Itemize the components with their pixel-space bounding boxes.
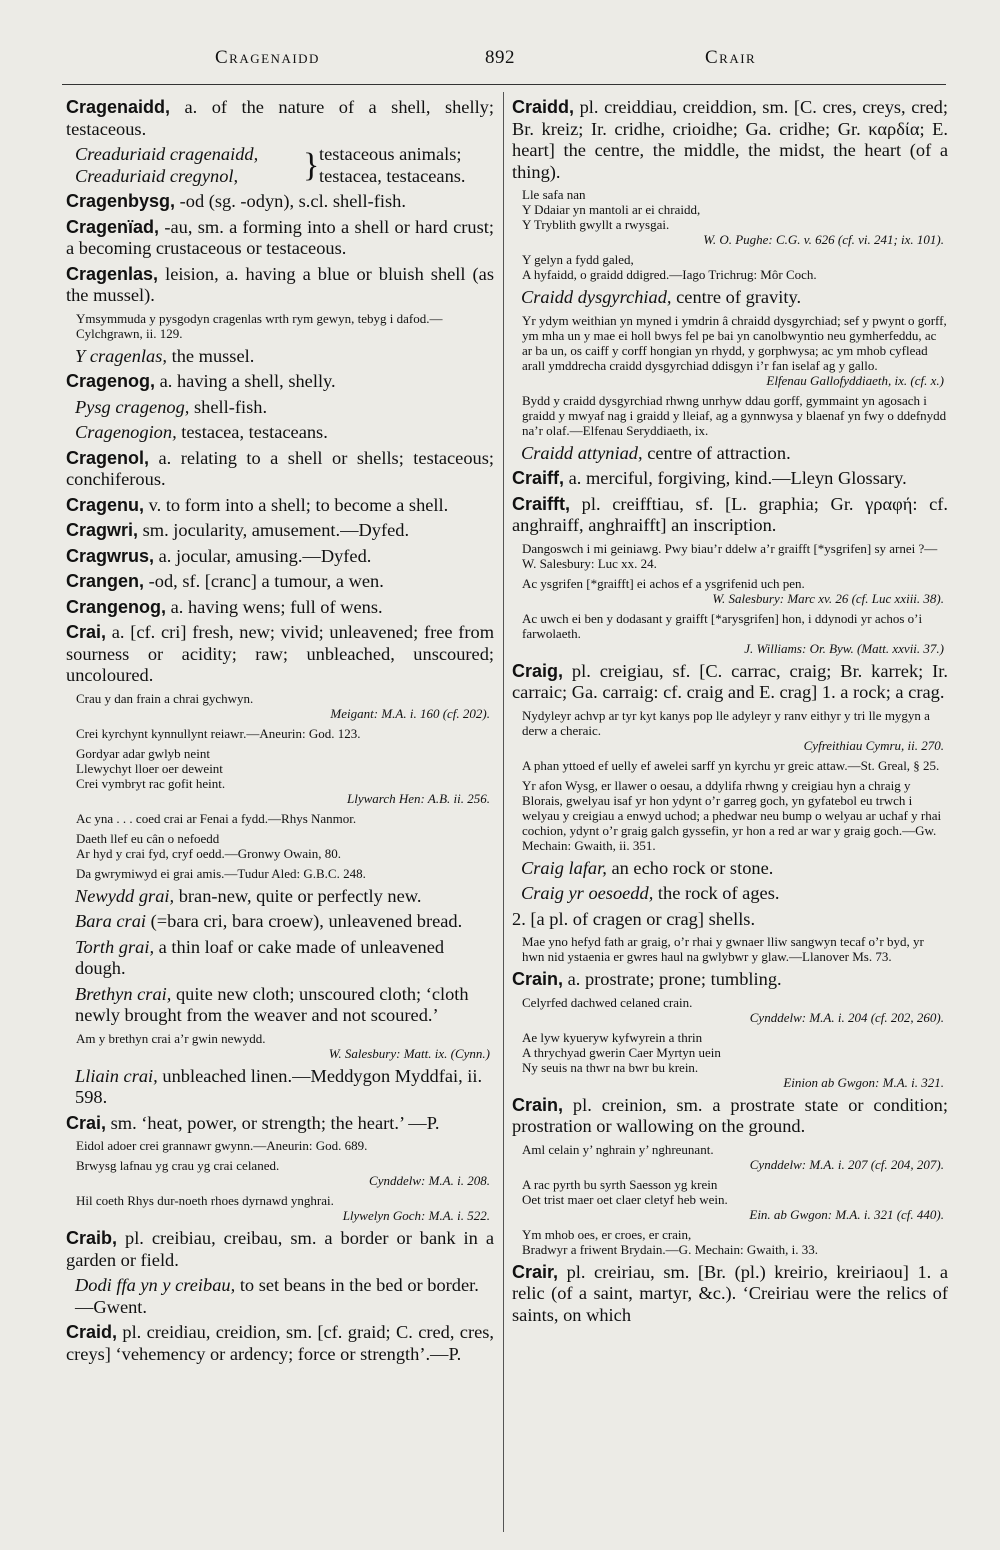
citation-line: Ar hyd y crai fyd, cryf oedd.—Gronwy Owain, 80. xyxy=(76,845,341,861)
sub-entry xyxy=(512,287,948,309)
citation xyxy=(522,252,948,282)
dictionary-entry xyxy=(66,571,494,593)
headword: Cragenlas, xyxy=(66,263,159,284)
citation-line: Celyrfed dachwed celaned crain. xyxy=(522,994,693,1010)
headword: Cragenu, xyxy=(66,494,145,515)
headword: Cragenïad, xyxy=(66,216,160,237)
dictionary-entry xyxy=(512,97,948,183)
headword: Craid, xyxy=(66,1322,118,1342)
citation xyxy=(76,311,494,341)
citation-line: Bydd y craidd dysgyrchiad rhwng unrhyw ddau gorff, gymmaint yn agosach i graidd y mwyaf nag i graidd y lleiaf, ag a gynnwysa y blaenaf yn fwy o ddefnydd na’r olaf.—Elfenau Seryddiaeth, ix. xyxy=(522,392,947,438)
dictionary-entry xyxy=(66,520,494,542)
sub-entry xyxy=(512,443,948,465)
citation xyxy=(522,708,948,753)
dictionary-entry xyxy=(512,468,948,490)
definition: pl. creigiau, sf. [C. carrac, craig; Br. karrek; Ir. carraic; Ga. carraig: cf. craig and E. crag] 1. a rock; a crag. xyxy=(512,660,948,702)
citation xyxy=(522,393,948,438)
citation-line: Eidol adoer crei grannawr gwynn.—Aneurin: God. 689. xyxy=(76,1138,368,1153)
citation-line: A rac pyrth bu syrth Saesson yg krein xyxy=(522,1176,718,1192)
sub-phrase: Y cragenlas, xyxy=(75,345,167,366)
citation-source: Einion ab Gwgon: M.A. i. 321. xyxy=(783,1074,944,1090)
citation-line: A thrychyad gwerin Caer Myrtyn uein xyxy=(522,1044,721,1060)
definition: -au, sm. a forming into a shell or hard crust; a becoming crustaceous or testaceous. xyxy=(66,216,494,258)
header-last-word: Crair xyxy=(705,47,757,68)
citation-source: Cynddelw: M.A. i. 204 (cf. 202, 260). xyxy=(749,1009,944,1025)
sub-definition: an echo rock or stone. xyxy=(611,857,774,878)
citation-line: A phan yttoed ef uelly ef awelei sarff yn kyrchu yr greic attaw.—St. Greal, § 25. xyxy=(522,757,940,773)
citation-line: Da gwrymiwyd ei grai amis.—Tudur Aled: G.B.C. 248. xyxy=(76,865,366,881)
sub-definition: shell-fish. xyxy=(194,396,268,417)
definition: leision, a. having a blue or bluish shell (as the mussel). xyxy=(66,263,494,305)
definition: pl. creidiau, creidion, sm. [cf. graid; C. cred, cres, creys] ‘vehemency or ardency; force or strength’.—P. xyxy=(66,1322,494,1364)
sub-definition: a thin loaf or cake made of unleavened dough. xyxy=(75,936,445,978)
citation-line: Lle safa nan xyxy=(522,187,586,202)
dictionary-entry xyxy=(66,495,494,517)
brace-group xyxy=(66,144,494,187)
definition: a. jocular, amusing.—Dyfed. xyxy=(158,545,372,566)
citation-line: Mae yno hefyd fath ar graig, o’r rhai y gwnaer lliw sangwyn tecaf o’r byd, yr hwn nid ystaenia er gwres haul na gwlybwr y glaw.—Llanover Ms. 73. xyxy=(522,934,924,964)
headword: Cragwrus, xyxy=(66,545,155,566)
citation-source: Meigant: M.A. i. 160 (cf. 202). xyxy=(330,705,490,721)
sub-phrase: Bara crai xyxy=(75,911,147,931)
citation xyxy=(76,1138,494,1153)
dictionary-entry xyxy=(66,264,494,307)
dictionary-entry xyxy=(66,597,494,619)
dictionary-entry xyxy=(512,969,948,991)
sub-entry xyxy=(66,1275,494,1318)
sub-entry xyxy=(512,858,948,880)
definition: a. merciful, forgiving, kind.—Lleyn Glossary. xyxy=(568,468,907,488)
sub-entry xyxy=(66,1066,494,1109)
sub-definition: the rock of ages. xyxy=(657,883,780,903)
definition: pl. creifftiau, sf. [L. graphia; Gr. γραφή: cf. anghraiff, anghraifft] an inscription. xyxy=(512,493,948,535)
headword: Crain, xyxy=(512,1094,564,1115)
citation-line: Llewychyt lloer oer deweint xyxy=(76,760,223,776)
header-rule xyxy=(62,84,946,85)
brace-phrases xyxy=(75,144,303,187)
definition: a. having a shell, shelly. xyxy=(159,371,336,391)
dictionary-entry xyxy=(66,97,494,140)
headword: Cragenol, xyxy=(66,447,150,468)
citation-line: Crei kyrchynt kynnullynt reiawr.—Aneurin: God. 123. xyxy=(76,725,361,741)
citation-line: Ac yna . . . coed crai ar Fenai a fydd.—Rhys Nanmor. xyxy=(76,810,357,826)
sub-phrase: Newydd grai, xyxy=(75,885,175,906)
citation-line: Oet trist maer oet claer cletyf heb wein. xyxy=(522,1191,728,1207)
citation-line: Ymsymmuda y pysgodyn cragenlas wrth rym gewyn, tebyg i dafod.—Cylchgrawn, ii. 129. xyxy=(76,310,443,341)
citation-line: Ny seuis na thwr na bwr bu krein. xyxy=(522,1059,699,1075)
citation xyxy=(76,746,494,806)
citation-source: W. O. Pughe: C.G. v. 626 (cf. vi. 241; ix. 101). xyxy=(703,232,944,247)
citation-line: Bradwyr a friwent Brydain.—G. Mechain: Gwaith, i. 33. xyxy=(522,1241,819,1257)
citation-line: Ae lyw kyueryw kyfwyrein a thrin xyxy=(522,1029,703,1045)
citation xyxy=(522,778,948,853)
headword: Crair, xyxy=(512,1261,559,1282)
sub-phrase: Pysg cragenog, xyxy=(75,396,190,417)
sub-definition: to set beans in the bed or border.—Gwent. xyxy=(75,1275,479,1317)
dictionary-entry xyxy=(66,448,494,491)
citation-line: Gordyar adar gwlyb neint xyxy=(76,745,210,761)
citation-line: A hyfaidd, o graidd ddigred.—Iago Trichrug: Môr Coch. xyxy=(522,267,817,282)
sub-definition: testacea, testaceans. xyxy=(181,422,328,442)
headword: Crain, xyxy=(512,969,564,989)
citation-line: Nydyleyr achvp ar tyr kyt kanys pop lle adyleyr y ranv eithyr y tri lle mygyn a derw a cheraic. xyxy=(522,707,930,738)
citation xyxy=(76,691,494,721)
sub-phrase: Lliain crai, xyxy=(75,1065,158,1086)
sub-phrase: Craig lafar, xyxy=(521,857,607,878)
dictionary-entry xyxy=(66,191,494,213)
brace-gloss: testaceous animals; xyxy=(319,144,462,164)
sub-definition: quite new cloth; unscoured cloth; ‘cloth newly brought from the weaver and not scoured.’ xyxy=(75,983,469,1025)
headword: Cragwri, xyxy=(66,520,139,540)
left-column xyxy=(66,97,494,1530)
definition: pl. creinion, sm. a prostrate state or condition; prostration or wallowing on the ground. xyxy=(512,1094,948,1136)
citation xyxy=(522,995,948,1025)
citation-line: Aml celain y’ nghrain y’ nghreunant. xyxy=(522,1141,714,1157)
sub-definition: bran-new, quite or perfectly new. xyxy=(178,885,422,906)
definition: pl. creiriau, sm. [Br. (pl.) kreirio, kreiriaou] 1. a relic (of a saint, martyr, &c.). ‘Creiriau were the relics of saints, on which xyxy=(512,1261,948,1325)
citation-line: Y gelyn a fydd galed, xyxy=(522,252,634,267)
dictionary-entry xyxy=(512,1095,948,1138)
citation-line: Daeth llef eu cân o nefoedd xyxy=(76,830,220,846)
definition: a. prostrate; prone; tumbling. xyxy=(567,969,782,989)
definition: v. to form into a shell; to become a shell. xyxy=(148,494,449,515)
citation xyxy=(522,1142,948,1172)
citation xyxy=(522,758,948,773)
citation-source: Cynddelw: M.A. i. 208. xyxy=(369,1173,490,1188)
definition: -od, sf. [cranc] a tumour, a wen. xyxy=(148,571,384,591)
sub-definition: (=bara cri, bara croew), unleavened bread. xyxy=(150,911,463,931)
right-column xyxy=(512,97,948,1530)
citation-source: J. Williams: Or. Byw. (Matt. xxvii. 37.) xyxy=(744,640,944,656)
citation xyxy=(522,934,948,964)
definition: -od (sg. -odyn), s.cl. shell-fish. xyxy=(179,191,406,211)
citation-source: Llywelyn Goch: M.A. i. 522. xyxy=(342,1208,490,1223)
brace-gloss: testacea, testaceans. xyxy=(319,165,466,186)
sub-entry xyxy=(66,422,494,444)
dictionary-entry xyxy=(512,1262,948,1327)
citation-source: W. Salesbury: Matt. ix. (Cynn.) xyxy=(328,1045,490,1061)
sub-entry xyxy=(66,911,494,933)
sub-phrase: Craig yr oesoedd, xyxy=(521,883,654,903)
headword: Crangenog, xyxy=(66,596,167,617)
citation xyxy=(76,1031,494,1061)
sub-entry xyxy=(66,397,494,419)
sub-phrase: Craidd attyniad, xyxy=(521,442,643,463)
dictionary-entry xyxy=(512,661,948,704)
citation-line: Crei vymbryt rac gofit heint. xyxy=(76,775,226,791)
sub-phrase: Dodi ffa yn y creibau, xyxy=(75,1275,236,1295)
citation-line: Ac ysgrifen [*graifft] ei achos ef a ysgrifenid uch pen. xyxy=(522,575,805,591)
sub-entry xyxy=(66,984,494,1027)
citation-line: Dangoswch i mi geiniawg. Pwy biau’r ddelw a’r graifft [*ysgrifen] sy arnei ?—W. Salesbury: Luc xx. 24. xyxy=(522,540,938,571)
page-number: 892 xyxy=(485,47,515,68)
citation xyxy=(522,541,948,571)
citation-line: Yr ydym weithian yn myned i ymdrin â chraidd dysgyrchiad; sef y pwynt o gorff, ym mha un y mae ei holl bwys fel pe bai yn canolbwyntio neu gymherfeddu, ac ar ba un, os caiff y corff hongian yn rhydd, y gorphwysa; ac ym mhob cyflead arall ymddrecha craidd dysgyrchiad ddisgyn i’r fan iselaf ag y gallo. xyxy=(522,312,947,373)
citation-source: W. Salesbury: Marc xv. 26 (cf. Luc xxiii. 38). xyxy=(712,590,944,606)
citation xyxy=(76,866,494,881)
citation xyxy=(76,726,494,741)
dictionary-entry xyxy=(66,1322,494,1365)
sub-phrase: Cragenogion, xyxy=(75,422,177,442)
brace-phrase: Creaduriaid cragenaidd, xyxy=(75,144,259,164)
sub-entry xyxy=(66,886,494,908)
citation xyxy=(522,1227,948,1257)
sub-phrase: Brethyn crai, xyxy=(75,983,172,1004)
citation xyxy=(522,1030,948,1090)
column-divider xyxy=(503,92,504,1532)
headword: Cragenaidd, xyxy=(66,97,171,117)
header-first-word: Cragenaidd xyxy=(215,47,320,68)
citation xyxy=(76,1158,494,1188)
citation-line: Hil coeth Rhys dur-noeth rhoes dyrnawd ynghrai. xyxy=(76,1193,334,1208)
definition: sm. ‘heat, power, or strength; the heart.’ —P. xyxy=(110,1112,440,1133)
sub-entry xyxy=(66,937,494,980)
citation-line: Y Tryblith gwyllt a rwysgai. xyxy=(522,217,670,232)
brace-symbol: } xyxy=(303,146,320,184)
citation xyxy=(522,611,948,656)
citation-line: Yr afon Wysg, er llawer o oesau, a ddylifa rhwng y creigiau hyn a chraig y Blorais, gwelyau isaf yr hon ydynt o’r garreg goch, yn gyfatebol eu trwch i welyau y creigiau a enwyd uchod; a phedwar neu bump o welyau ar uchaf y rhai cochion, ydynt o’r graig galch gyssefin, yr hon a red ar war y graig goch.—Gw. Mechain: Gwaith, ii. 351. xyxy=(522,777,942,853)
sub-definition: the mussel. xyxy=(171,345,255,366)
sub-definition: centre of gravity. xyxy=(676,287,802,307)
citation-line: Ac uwch ei ben y dodasant y graifft [*arysgrifen] hon, i ddynodi yr achos o’i farwolaeth. xyxy=(522,610,923,641)
running-header xyxy=(0,47,1000,77)
dictionary-entry xyxy=(66,217,494,260)
dictionary-entry xyxy=(66,1113,494,1135)
citation xyxy=(76,811,494,826)
headword: Crai, xyxy=(66,622,107,642)
sub-phrase: Torth grai, xyxy=(75,936,155,957)
citation xyxy=(76,831,494,861)
dictionary-entry xyxy=(66,546,494,568)
definition: a. of the nature of a shell, shelly; testaceous. xyxy=(66,97,494,139)
sub-phrase: Craidd dysgyrchiad, xyxy=(521,287,672,307)
citation-line: Brwysg lafnau yg crau yg crai celaned. xyxy=(76,1158,280,1173)
definition: pl. creibiau, creibau, sm. a border or bank in a garden or field. xyxy=(66,1228,494,1270)
definition: 2. [a pl. of cragen or crag] shells. xyxy=(512,908,756,929)
definition: pl. creiddiau, creiddion, sm. [C. cres, creys, cred; Br. kreiz; Ir. cridhe, crioidhe; Ga. cridhe; Gr. καρδία; E. heart] the centre, the middle, the midst, the heart (of a thing). xyxy=(512,97,948,182)
headword: Crai, xyxy=(66,1112,107,1133)
citation xyxy=(522,187,948,247)
brace-phrase: Creaduriaid cregynol, xyxy=(75,165,239,186)
dictionary-entry xyxy=(66,371,494,393)
headword: Craifft, xyxy=(512,493,570,514)
citation-source: Ein. ab Gwgon: M.A. i. 321 (cf. 440). xyxy=(749,1206,944,1222)
dictionary-entry xyxy=(66,622,494,687)
headword: Crangen, xyxy=(66,571,145,591)
citation-source: Cyfreithiau Cymru, ii. 270. xyxy=(803,737,944,753)
citation-source: Elfenau Gallofyddiaeth, ix. (cf. x.) xyxy=(766,372,944,388)
citation-source: Llywarch Hen: A.B. ii. 256. xyxy=(347,790,490,806)
dictionary-entry xyxy=(512,909,948,931)
sub-entry xyxy=(66,346,494,368)
headword: Craib, xyxy=(66,1228,118,1248)
headword: Craig, xyxy=(512,660,564,681)
dictionary-entry xyxy=(66,1228,494,1271)
headword: Cragenog, xyxy=(66,371,156,391)
citation-line: Ym mhob oes, er croes, er crain, xyxy=(522,1226,692,1242)
definition: sm. jocularity, amusement.—Dyfed. xyxy=(142,520,410,540)
citation xyxy=(522,1177,948,1222)
definition: a. [cf. cri] fresh, new; vivid; unleavened; free from sourness or acidity; raw; unbleached, unscoured; uncoloured. xyxy=(66,622,494,685)
brace-glosses xyxy=(319,144,466,187)
citation xyxy=(522,313,948,388)
citation-line: Crau y dan frain a chrai gychwyn. xyxy=(76,690,254,706)
citation-line: Am y brethyn crai a’r gwin newydd. xyxy=(76,1030,266,1046)
citation-source: Cynddelw: M.A. i. 207 (cf. 204, 207). xyxy=(749,1156,944,1172)
sub-definition: centre of attraction. xyxy=(647,442,791,463)
definition: a. relating to a shell or shells; testaceous; conchiferous. xyxy=(66,447,494,489)
citation-line: Y Ddaiar yn mantoli ar ei chraidd, xyxy=(522,202,701,217)
headword: Craiff, xyxy=(512,468,565,488)
sub-entry xyxy=(512,883,948,905)
headword: Craidd, xyxy=(512,97,575,117)
dictionary-entry xyxy=(512,494,948,537)
sub-definition: unbleached linen.—Meddygon Myddfai, ii. 598. xyxy=(75,1065,483,1107)
definition: a. having wens; full of wens. xyxy=(170,596,383,617)
citation xyxy=(522,576,948,606)
citation xyxy=(76,1193,494,1223)
headword: Cragenbysg, xyxy=(66,191,176,211)
